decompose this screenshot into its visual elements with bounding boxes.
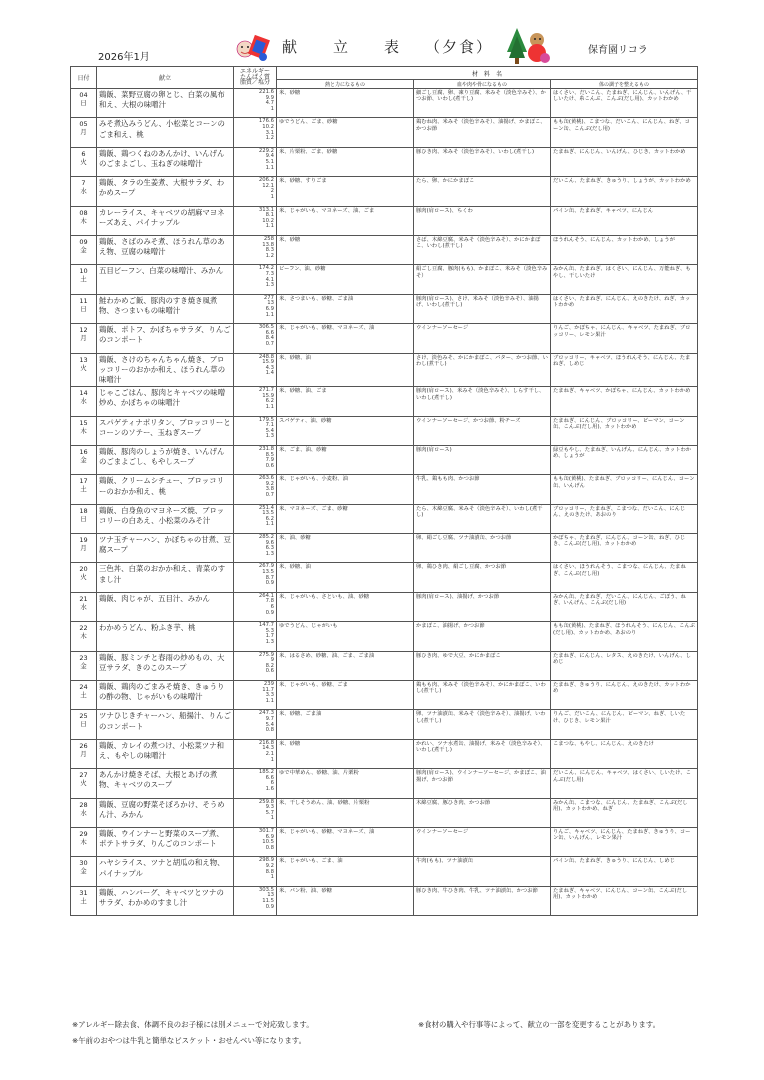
body-ingredients: ウインナーソーセージ	[414, 324, 551, 353]
nutrition-cell: 229.2 9.4 5.1 1.1	[234, 147, 277, 176]
nutrition-cell: 259.8 9.3 5.7 1	[234, 798, 277, 827]
regulate-ingredients: りんご、だいこん、にんじん、ピーマン、ねぎ、しいたけ、ひじき、レモン果汁	[551, 710, 698, 739]
nutrition-cell: 275.9 9 8.2 0.6	[234, 651, 277, 680]
footer-note-change: ※食材の購入や行事等によって、献立の一部を変更することがあります。	[418, 1020, 660, 1029]
body-ingredients: ウインナーソーセージ	[414, 827, 551, 856]
col-regulate-food: 体の調子を整えるもの	[551, 80, 698, 89]
col-body-food: 血や肉や骨になるもの	[414, 80, 551, 89]
menu-cell: 五目ビーフン、白菜の味噌汁、みかん	[97, 265, 234, 294]
regulate-ingredients: りんご、キャベツ、にんじん、たまねぎ、きゅうり、コーン缶、いんげん、レモン果汁	[551, 827, 698, 856]
menu-cell: スパゲティナポリタン、ブロッコリーとコーンのソテー、玉ねぎスープ	[97, 416, 234, 445]
nutrition-cell: 247.3 9.7 5.4 0.8	[234, 710, 277, 739]
energy-ingredients: 米、じゃがいも、砂糖、マヨネーズ、油	[277, 827, 414, 856]
footer-note-snack: ※午前のおやつは牛乳と簡単なビスケット・おせんべい等になります。	[72, 1036, 306, 1045]
menu-row	[71, 622, 698, 651]
menu-row	[71, 475, 698, 504]
nutrition-cell: 251.4 13.5 6.2 1.1	[234, 504, 277, 533]
menu-row	[71, 235, 698, 264]
body-ingredients: 牛乳、鶏もも肉、かつお節	[414, 475, 551, 504]
page-header	[0, 0, 764, 68]
date-cell: 19 月	[71, 534, 97, 563]
body-ingredients: 木綿豆腐、豚ひき肉、かつお節	[414, 798, 551, 827]
body-ingredients: 牛肉(もも)、ツナ油漬缶	[414, 857, 551, 886]
date-cell: 10 土	[71, 265, 97, 294]
regulate-ingredients: もも缶(黄桃)、たまねぎ、ブロッコリー、にんじん、コーン缶、いんげん	[551, 475, 698, 504]
menu-row	[71, 769, 698, 798]
nutrition-cell: 216.8 14.3 2.1 1	[234, 739, 277, 768]
menu-row	[71, 739, 698, 768]
nutrition-cell: 147.7 5.3 1.7 1.3	[234, 622, 277, 651]
energy-header: エネルギー たんぱく質 脂質／塩分	[234, 67, 277, 89]
menu-cell: 鮭わかめご飯、豚肉のすき焼き風煮物、さつまいもの味噌汁	[97, 294, 234, 323]
energy-ingredients: ゆでうどん、ごま、砂糖	[277, 118, 414, 147]
menu-cell: あんかけ焼きそば、大根とあげの煮物、キャベツのスープ	[97, 769, 234, 798]
menu-cell: 鶏飯、豚肉のしょうが焼き、いんげんのごまよごし、もやしスープ	[97, 445, 234, 474]
date-cell: 16 金	[71, 445, 97, 474]
date-cell: 18 日	[71, 504, 97, 533]
date-cell: 05 月	[71, 118, 97, 147]
body-ingredients: 豚肉(肩ロース)、さけ、米みそ（淡色辛みそ）、油揚げ、いわし(煮干し)	[414, 294, 551, 323]
date-cell: 15 木	[71, 416, 97, 445]
regulate-ingredients: たまねぎ、にんじん、レタス、えのきたけ、いんげん、しめじ	[551, 651, 698, 680]
menu-cell: みそ煮込みうどん、小松菜とコーンのごま和え、桃	[97, 118, 234, 147]
body-ingredients: たら、木綿豆腐、米みそ（淡色辛みそ）、いわし(煮干し)	[414, 504, 551, 533]
menu-row	[71, 857, 698, 886]
energy-ingredients: 米、はるさめ、砂糖、油、ごま、ごま油	[277, 651, 414, 680]
regulate-ingredients: たまねぎ、にんじん、いんげん、ひじき、カットわかめ	[551, 147, 698, 176]
menu-cell: 鶏飯、さけのちゃんちゃん焼き、ブロッコリーのおかか和え、ほうれん草の味噌汁	[97, 353, 234, 387]
energy-ingredients: 米、砂糖、油	[277, 563, 414, 592]
body-ingredients: さけ、淡色みそ、かにかまぼこ、バター、かつお節、いわし(煮干し)	[414, 353, 551, 387]
body-ingredients: 豚ひき肉、ゆで大豆、かにかまぼこ	[414, 651, 551, 680]
nutrition-cell: 271.7 15.9 6.2 1.1	[234, 387, 277, 416]
body-ingredients: 豚肉(肩ロース)、油揚げ、かつお節	[414, 592, 551, 621]
menu-cell: カレーライス、キャベツの胡麻マヨネーズあえ、パイナップル	[97, 206, 234, 235]
energy-ingredients: 米、じゃがいも、さといも、油、砂糖	[277, 592, 414, 621]
menu-cell: 鶏飯、ウインナーと野菜のスープ煮、ポテトサラダ、りんごのコンポート	[97, 827, 234, 856]
date-cell: 30 金	[71, 857, 97, 886]
date-cell: 08 木	[71, 206, 97, 235]
regulate-ingredients: たまねぎ、キャベツ、かぼちゃ、にんじん、カットわかめ	[551, 387, 698, 416]
body-ingredients: 豚ひき肉、米みそ（淡色辛みそ）、いわし(煮干し)	[414, 147, 551, 176]
nutrition-cell: 313.1 8.1 10.2 1.1	[234, 206, 277, 235]
menu-cell: 鶏飯、菜野豆腐の卵とじ、白菜の風布和え、大根の味噌汁	[97, 89, 234, 118]
regulate-ingredients: かぼちゃ、たまねぎ、にんじん、コーン缶、ねぎ、ひじき、こんぶ(だし用)、カットわかめ	[551, 534, 698, 563]
nutrition-cell: 231.8 8.5 7.9 0.6	[234, 445, 277, 474]
menu-row	[71, 206, 698, 235]
date-cell: 27 火	[71, 769, 97, 798]
menu-row	[71, 681, 698, 710]
regulate-ingredients: もも缶(黄桃)、こまつな、だいこん、にんじん、ねぎ、コーン缶、こんぶ(だし用)	[551, 118, 698, 147]
date-cell: 22 木	[71, 622, 97, 651]
menu-row	[71, 886, 698, 915]
regulate-ingredients: ほうれんそう、にんじん、カットわかめ、しょうが	[551, 235, 698, 264]
menu-cell: 鶏飯、白身魚のマヨネーズ焼、ブロッコリーの白あえ、小松菜のみそ汁	[97, 504, 234, 533]
menu-row	[71, 294, 698, 323]
date-cell: 21 水	[71, 592, 97, 621]
regulate-ingredients: りんご、かぼちゃ、にんじん、キャベツ、たまねぎ、ブロッコリー、レモン果汁	[551, 324, 698, 353]
regulate-ingredients: みかん缶、こまつな、にんじん、たまねぎ、こんぶ(だし用)、カットわかめ、ねぎ	[551, 798, 698, 827]
energy-ingredients: スパゲティ、油、砂糖	[277, 416, 414, 445]
energy-ingredients: 米、じゃがいも、砂糖、マヨネーズ、油	[277, 324, 414, 353]
body-ingredients: 鶏もも肉、米みそ（淡色辛みそ）、かにかまぼこ、いわし(煮干し)	[414, 681, 551, 710]
regulate-ingredients: だいこん、にんじん、キャベツ、はくさい、しいたけ、こんぶ(だし用)	[551, 769, 698, 798]
nutrition-cell: 239 11.7 3.3 1.1	[234, 681, 277, 710]
regulate-ingredients: こまつな、もやし、にんじん、えのきたけ	[551, 739, 698, 768]
energy-ingredients: 米、片栗粉、ごま、砂糖	[277, 147, 414, 176]
nutrition-cell: 298.9 9.2 8.8 1	[234, 857, 277, 886]
regulate-ingredients: はくさい、だいこん、たまねぎ、にんじん、いんげん、干しいたけ、糸こんぶ、こんぶ(だし用)、カットわかめ	[551, 89, 698, 118]
menu-row	[71, 353, 698, 387]
right-illustration	[505, 26, 551, 66]
energy-ingredients: 米、砂糖	[277, 89, 414, 118]
nutrition-cell: 285.2 9.6 6.3 1.3	[234, 534, 277, 563]
regulate-ingredients: 緑豆もやし、たまねぎ、いんげん、にんじん、カットわかめ、しょうが	[551, 445, 698, 474]
regulate-ingredients: ブロッコリー、たまねぎ、こまつな、だいこん、にんじん、えのきたけ、あおのり	[551, 504, 698, 533]
regulate-ingredients: たまねぎ、キャベツ、にんじん、コーン缶、こんぶ(だし用)、カットわかめ	[551, 886, 698, 915]
page-title: 献 立 表 （夕食）	[282, 38, 494, 56]
body-ingredients: たら、卵、かにかまぼこ	[414, 177, 551, 206]
date-cell: 13 火	[71, 353, 97, 387]
energy-ingredients: 米、ごま、油、砂糖	[277, 445, 414, 474]
body-ingredients: 豚ひき肉、牛ひき肉、牛乳、ツナ油漬缶、かつお節	[414, 886, 551, 915]
ingredients-header: 材 料 名	[277, 67, 698, 80]
date-cell: 04 日	[71, 89, 97, 118]
regulate-ingredients: パイン缶、たまねぎ、きゅうり、にんじん、しめじ	[551, 857, 698, 886]
menu-cell: 鶏飯、タラの生姜煮、大根サラダ、わかめスープ	[97, 177, 234, 206]
nutrition-cell: 303.5 13 11.5 0.9	[234, 886, 277, 915]
date-cell: 31 土	[71, 886, 97, 915]
energy-ingredients: 米、じゃがいも、マヨネーズ、油、ごま	[277, 206, 414, 235]
date-cell: 28 水	[71, 798, 97, 827]
menu-cell: わかめうどん、粉ふき芋、桃	[97, 622, 234, 651]
col-energy-food: 熱と力になるもの	[277, 80, 414, 89]
menu-row	[71, 798, 698, 827]
menu-cell: 鶏飯、ハンバーグ、キャベツとツナのサラダ、わかめのすまし汁	[97, 886, 234, 915]
date-cell: 6 火	[71, 147, 97, 176]
energy-ingredients: 米、油、砂糖	[277, 534, 414, 563]
body-ingredients: ウインナーソーセージ、かつお節、粉チーズ	[414, 416, 551, 445]
body-ingredients: かまぼこ、油揚げ、かつお節	[414, 622, 551, 651]
body-ingredients: 豚肉(肩ロース)、ちくわ	[414, 206, 551, 235]
regulate-ingredients: たまねぎ、にんじん、ブロッコリー、ピーマン、コーン缶、こんぶ(だし用)、カットわかめ	[551, 416, 698, 445]
regulate-ingredients: もも缶(黄桃)、たまねぎ、ほうれんそう、にんじん、こんぶ(だし用)、カットわかめ、あおのり	[551, 622, 698, 651]
menu-row	[71, 827, 698, 856]
energy-ingredients: 米、じゃがいも、砂糖、ごま	[277, 681, 414, 710]
date-cell: 23 金	[71, 651, 97, 680]
date-cell: 09 金	[71, 235, 97, 264]
menu-cell: 鶏飯、豚ミンチと春雨の炒めもの、大豆サラダ、きのこのスープ	[97, 651, 234, 680]
menu-row	[71, 651, 698, 680]
date-cell: 20 火	[71, 563, 97, 592]
menu-row	[71, 710, 698, 739]
menu-cell: 鶏飯、肉じゃが、五目汁、みかん	[97, 592, 234, 621]
menu-row	[71, 592, 698, 621]
energy-ingredients: 米、砂糖	[277, 235, 414, 264]
date-cell: 17 土	[71, 475, 97, 504]
menu-cell: ツナひじきチャーハン、船揚汁、りんごのコンポート	[97, 710, 234, 739]
energy-ingredients: 米、干しそうめん、油、砂糖、片栗粉	[277, 798, 414, 827]
menu-row	[71, 416, 698, 445]
energy-ingredients: 米、さつまいも、砂糖、ごま油	[277, 294, 414, 323]
menu-row	[71, 324, 698, 353]
nutrition-cell: 174.2 7.3 4.1 1.3	[234, 265, 277, 294]
regulate-ingredients: たまねぎ、きゅうり、にんじん、えのきたけ、カットわかめ	[551, 681, 698, 710]
nutrition-cell: 258 13.8 8.3 1.2	[234, 235, 277, 264]
regulate-ingredients: みかん缶、たまねぎ、だいこん、にんじん、ごぼう、ねぎ、いんげん、こんぶ(だし用)	[551, 592, 698, 621]
menu-cell: 鶏飯、ポトフ、かぼちゃサラダ、りんごのコンポート	[97, 324, 234, 353]
menu-row	[71, 563, 698, 592]
menu-row	[71, 445, 698, 474]
menu-row	[71, 89, 698, 118]
regulate-ingredients: ブロッコリー、キャベツ、ほうれんそう、にんじん、たまねぎ、しめじ	[551, 353, 698, 387]
menu-row	[71, 534, 698, 563]
body-ingredients: 卵、鶏ひき肉、絹ごし豆腐、かつお節	[414, 563, 551, 592]
date-cell: 25 日	[71, 710, 97, 739]
date-cell: 29 木	[71, 827, 97, 856]
body-ingredients: 絹ごし豆腐、豚肉(もも)、かまぼこ、米みそ（淡色辛みそ）	[414, 265, 551, 294]
menu-cell: 鶏飯、クリームシチュー、ブロッコリーのおかか和え、桃	[97, 475, 234, 504]
menu-cell: ツナ玉チャーハン、かぼちゃの甘煮、豆腐スープ	[97, 534, 234, 563]
nutrition-cell: 301.7 6.9 10.5 0.8	[234, 827, 277, 856]
energy-ingredients: 米、パン粉、油、砂糖	[277, 886, 414, 915]
energy-ingredients: 米、じゃがいも、ごま、油	[277, 857, 414, 886]
energy-ingredients: ビーフン、油、砂糖	[277, 265, 414, 294]
body-ingredients: さば、木綿豆腐、米みそ（淡色辛みそ）、かにかまぼこ、いわし(煮干し)	[414, 235, 551, 264]
nutrition-cell: 306.5 6.6 8.4 0.7	[234, 324, 277, 353]
body-ingredients: 豚肉(肩ロース)、米みそ（淡色辛みそ）、しらす干し、いわし(煮干し)	[414, 387, 551, 416]
regulate-ingredients: パイン缶、たまねぎ、キャベツ、にんじん	[551, 206, 698, 235]
menu-row	[71, 177, 698, 206]
nutrition-cell: 185.2 6.6 6 1.6	[234, 769, 277, 798]
date-cell: 14 水	[71, 387, 97, 416]
school-name: 保育園リコラ	[588, 45, 648, 56]
energy-ingredients: 米、マヨネーズ、ごま、砂糖	[277, 504, 414, 533]
nutrition-cell: 248.8 15.9 4.3 1.4	[234, 353, 277, 387]
energy-ingredients: 米、砂糖、油、ごま	[277, 387, 414, 416]
menu-table	[70, 66, 698, 916]
energy-ingredients: 米、砂糖、油	[277, 353, 414, 387]
menu-header: 献立	[97, 67, 234, 89]
body-ingredients: かれい、ツナ水煮缶、油揚げ、米みそ（淡色辛みそ）、いわし(煮干し)	[414, 739, 551, 768]
menu-cell: 三色丼、白菜のおかか和え、青菜のすまし汁	[97, 563, 234, 592]
menu-row	[71, 387, 698, 416]
body-ingredients: 鶏むね肉、米みそ（淡色辛みそ）、油揚げ、かまぼこ、かつお節	[414, 118, 551, 147]
year-month: 2026年1月	[98, 52, 150, 63]
energy-ingredients: 米、じゃがいも、小麦粉、油	[277, 475, 414, 504]
menu-row	[71, 265, 698, 294]
energy-ingredients: 米、砂糖、すりごま	[277, 177, 414, 206]
date-cell: 26 月	[71, 739, 97, 768]
body-ingredients: 豚肉(肩ロース)、ウインナーソーセージ、かまぼこ、油揚げ、かつお節	[414, 769, 551, 798]
body-ingredients: 豚肉(肩ロース)	[414, 445, 551, 474]
date-cell: 12 月	[71, 324, 97, 353]
nutrition-cell: 263.6 9.2 3.8 0.7	[234, 475, 277, 504]
regulate-ingredients: はくさい、ほうれんそう、こまつな、にんじん、たまねぎ、こんぶ(だし用)	[551, 563, 698, 592]
left-illustration	[233, 32, 273, 64]
nutrition-cell: 221.6 9.9 4.7 1	[234, 89, 277, 118]
body-ingredients: 卵、ツナ油漬缶、米みそ（淡色辛みそ）、油揚げ、いわし(煮干し)	[414, 710, 551, 739]
regulate-ingredients: はくさい、たまねぎ、にんじん、えのきたけ、ねぎ、カットわかめ	[551, 294, 698, 323]
regulate-ingredients: だいこん、たまねぎ、きゅうり、しょうが、カットわかめ	[551, 177, 698, 206]
nutrition-cell: 176.6 10.2 3.1 1.2	[234, 118, 277, 147]
energy-ingredients: ゆでうどん、じゃがいも	[277, 622, 414, 651]
date-cell: 11 日	[71, 294, 97, 323]
date-cell: 24 土	[71, 681, 97, 710]
menu-cell: 鶏飯、豆腐の野菜そぼろかけ、そうめん汁、みかん	[97, 798, 234, 827]
menu-row	[71, 118, 698, 147]
nutrition-cell: 267.9 13.5 8.7 0.9	[234, 563, 277, 592]
menu-cell: 鶏飯、カレイの煮つけ、小松菜ツナ和え、もやしの味噌汁	[97, 739, 234, 768]
menu-cell: 鶏飯、鶏肉のごまみそ焼き、きゅうりの酢の物、じゃがいもの味噌汁	[97, 681, 234, 710]
nutrition-cell: 264.1 7.8 6 0.9	[234, 592, 277, 621]
menu-row	[71, 147, 698, 176]
menu-cell: ハヤシライス、ツナと胡瓜の和え物、パイナップル	[97, 857, 234, 886]
menu-row	[71, 504, 698, 533]
body-ingredients: 細ごし豆腐、卵、凍り豆腐、米みそ（淡色辛みそ）、かつお節、いわし(煮干し)	[414, 89, 551, 118]
menu-cell: 鶏飯、さばのみそ煮、ほうれん草のあえ物、豆腐の味噌汁	[97, 235, 234, 264]
date-header: 日付	[71, 67, 97, 89]
nutrition-cell: 206.2 12.1 2 1	[234, 177, 277, 206]
energy-ingredients: ゆで中華めん、砂糖、油、片栗粉	[277, 769, 414, 798]
regulate-ingredients: みかん缶、たまねぎ、はくさい、にんじん、万能ねぎ、もやし、干しいたけ	[551, 265, 698, 294]
nutrition-cell: 277 13 6.9 1.1	[234, 294, 277, 323]
menu-cell: 鶏飯、鶏つくねのあんかけ、いんげんのごまよごし、玉ねぎの味噌汁	[97, 147, 234, 176]
energy-ingredients: 米、砂糖、ごま油	[277, 710, 414, 739]
body-ingredients: 卵、絹ごし豆腐、ツナ油漬缶、かつお節	[414, 534, 551, 563]
energy-ingredients: 米、砂糖	[277, 739, 414, 768]
menu-cell: じゃこごはん、豚肉とキャベツの味噌炒め、かぼちゃの味噌汁	[97, 387, 234, 416]
nutrition-cell: 179.5 7.1 5.4 1.3	[234, 416, 277, 445]
footer-note-allergy: ※アレルギー除去食、体調不良のお子様には別メニューで対応致します。	[72, 1020, 314, 1029]
date-cell: 7 水	[71, 177, 97, 206]
